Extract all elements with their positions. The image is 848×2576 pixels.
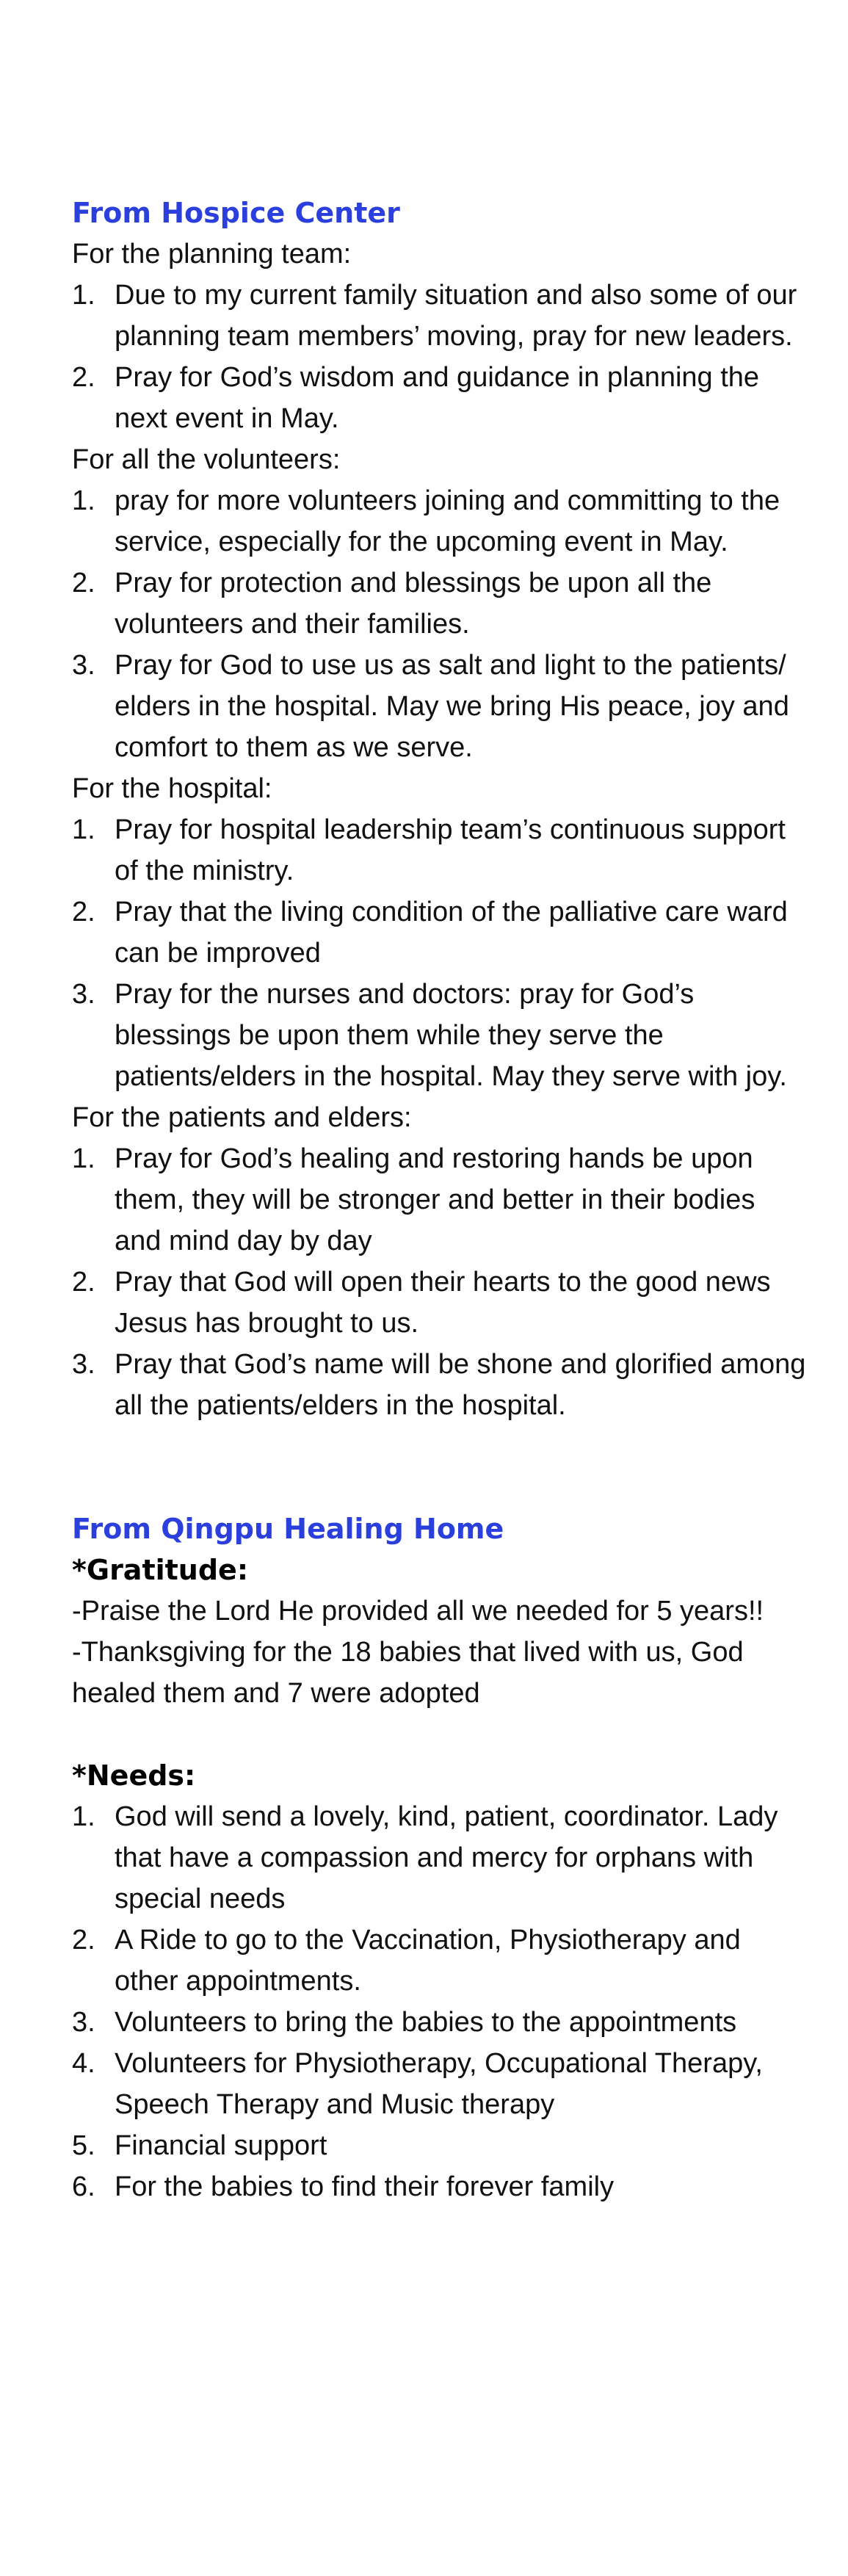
prayer-bulletin-page (72, 192, 806, 2207)
item-text: Pray that God will open their hearts to the good news Jesus has brought to us. (115, 1267, 771, 1339)
item-text: Pray for hospital leadership team’s continuous support of the ministry. (115, 814, 786, 886)
item-number: 2. (72, 568, 95, 598)
item-text: For the babies to find their forever family (115, 2171, 615, 2202)
item-number: 4. (72, 2048, 95, 2079)
item-number: 3. (72, 650, 95, 681)
item-text: Pray for God’s wisdom and guidance in planning the next event in May. (115, 362, 760, 434)
list-item (72, 275, 806, 357)
list-item (72, 645, 806, 768)
item-number: 6. (72, 2171, 95, 2202)
item-text: Due to my current family situation and also some of our planning team members’ moving, pray for new leaders. (115, 280, 797, 352)
list-item (72, 1138, 806, 1262)
item-text: Pray for protection and blessings be upon all the volunteers and their families. (115, 568, 712, 640)
item-text: God will send a lovely, kind, patient, coordinator. Lady that have a compassion and mercy for orphans with special needs (115, 1801, 778, 1914)
group-label: For the patients and elders: (72, 1102, 412, 1133)
item-number: 3. (72, 1349, 95, 1380)
list-item (72, 809, 806, 891)
gratitude-line: -Praise the Lord He provided all we needed for 5 years!! (72, 1596, 764, 1627)
qingpu-section (72, 1508, 806, 2207)
prayer-group-planning-team (72, 234, 806, 439)
item-text: Volunteers for Physiotherapy, Occupational Therapy, Speech Therapy and Music therapy (115, 2048, 763, 2120)
section-heading: From Qingpu Healing Home (72, 1513, 504, 1545)
item-number: 3. (72, 2007, 95, 2038)
section-spacer (72, 1426, 806, 1508)
list-item (72, 480, 806, 562)
group-label: For the planning team: (72, 239, 352, 269)
prayer-group-hospital (72, 768, 806, 1097)
item-number: 2. (72, 1925, 95, 1955)
list-item (72, 2166, 806, 2207)
prayer-list (72, 809, 806, 1097)
prayer-list (72, 1138, 806, 1426)
prayer-group-volunteers (72, 439, 806, 768)
list-item (72, 2125, 806, 2166)
item-text: pray for more volunteers joining and committing to the service, especially for the upcoming event in May. (115, 485, 780, 557)
needs-list (72, 1796, 806, 2207)
item-text: Pray for God to use us as salt and light to the patients/ elders in the hospital. May we bring His peace, joy and comfort to them as we serve. (115, 650, 789, 763)
item-text: Pray for the nurses and doctors: pray for God’s blessings be upon them while they serve the patients/elders in the hospital. May they serve with joy. (115, 979, 787, 1092)
gratitude-heading: *Gratitude: (72, 1554, 249, 1586)
prayer-list (72, 275, 806, 439)
needs-heading: *Needs: (72, 1759, 196, 1792)
item-number: 5. (72, 2130, 95, 2161)
item-number: 2. (72, 1267, 95, 1298)
list-item (72, 2002, 806, 2043)
section-heading: From Hospice Center (72, 197, 400, 229)
prayer-group-patients-elders (72, 1097, 806, 1426)
item-text: Financial support (115, 2130, 327, 2161)
list-item (72, 1796, 806, 1920)
list-item (72, 357, 806, 439)
prayer-list (72, 480, 806, 768)
list-item (72, 1262, 806, 1344)
item-number: 1. (72, 485, 95, 516)
item-number: 2. (72, 897, 95, 927)
item-number: 1. (72, 280, 95, 311)
item-text: A Ride to go to the Vaccination, Physiotherapy and other appointments. (115, 1925, 741, 1997)
gratitude-line: -Thanksgiving for the 18 babies that lived with us, God healed them and 7 were adopted (72, 1637, 744, 1709)
item-number: 1. (72, 814, 95, 845)
item-number: 2. (72, 362, 95, 393)
item-text: Pray that the living condition of the palliative care ward can be improved (115, 897, 788, 969)
item-number: 3. (72, 979, 95, 1010)
list-item (72, 1344, 806, 1426)
list-item (72, 2043, 806, 2125)
group-label: For the hospital: (72, 773, 272, 804)
item-number: 1. (72, 1801, 95, 1832)
list-item (72, 562, 806, 645)
item-text: Pray for God’s healing and restoring hands be upon them, they will be stronger and better in their bodies and mind day by day (115, 1143, 755, 1256)
item-text: Volunteers to bring the babies to the appointments (115, 2007, 737, 2038)
list-item (72, 974, 806, 1097)
item-number: 1. (72, 1143, 95, 1174)
group-label: For all the volunteers: (72, 444, 341, 475)
list-item (72, 1920, 806, 2002)
list-item (72, 891, 806, 974)
hospice-section (72, 192, 806, 1426)
paragraph-spacer (72, 1714, 806, 1755)
item-text: Pray that God’s name will be shone and glorified among all the patients/elders in the hospital. (115, 1349, 806, 1421)
